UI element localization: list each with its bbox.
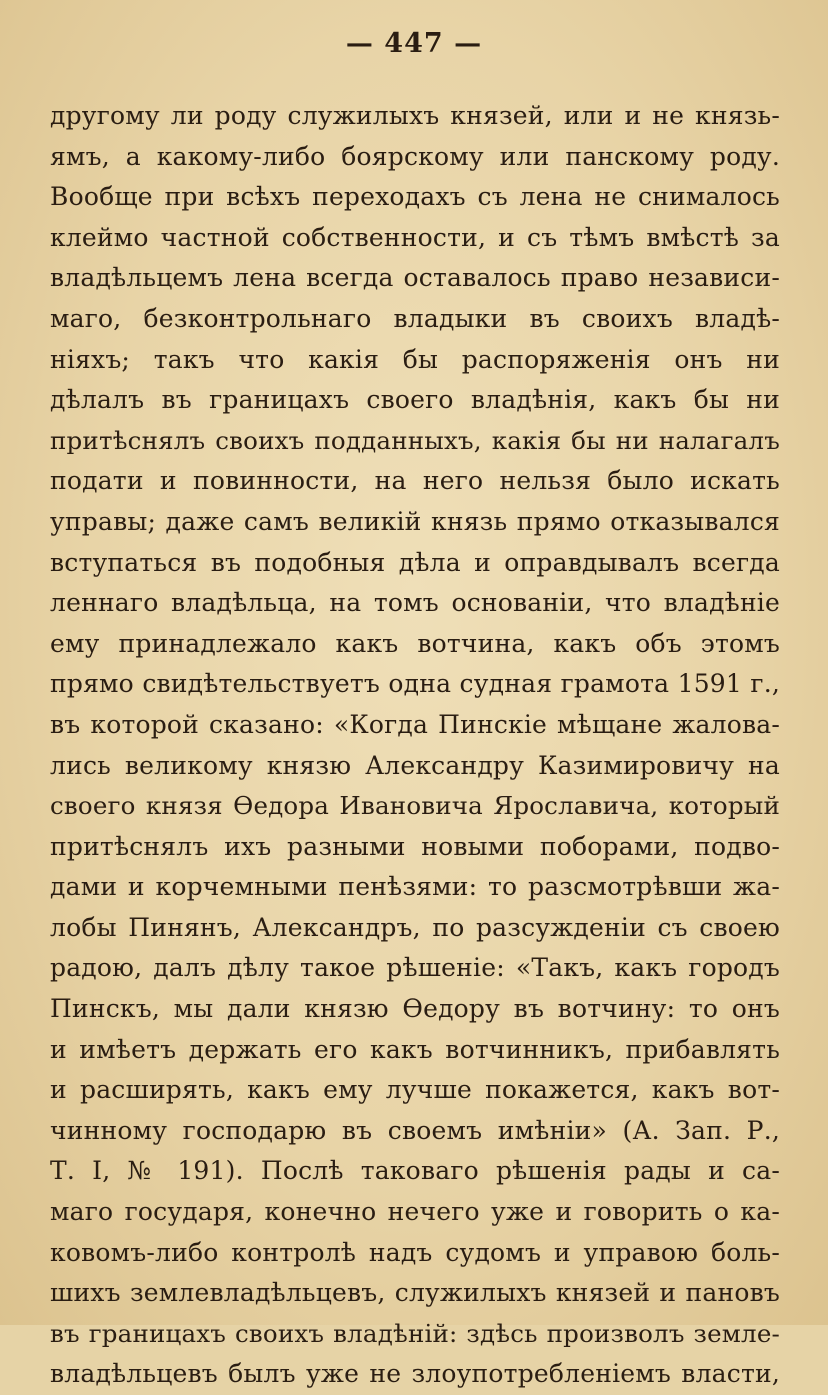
- text-line: въ границахъ своихъ владѣній: здѣсь произволъ земле-: [50, 1318, 780, 1348]
- text-line: радою, далъ дѣлу такое рѣшеніе: «Такъ, какъ городъ: [50, 953, 780, 983]
- text-line: владѣльцемъ лена всегда оставалось право независи-: [50, 263, 780, 293]
- text-line: и имѣетъ держать его какъ вотчинникъ, прибавлять: [50, 1034, 780, 1064]
- text-line: леннаго владѣльца, на томъ основаніи, что владѣніе: [50, 588, 780, 618]
- text-line: управы; даже самъ великій князь прямо отказывался: [50, 506, 780, 536]
- text-line: Т. I, № 191). Послѣ таковаго рѣшенія рады и са-: [50, 1156, 780, 1186]
- text-line: чинному господарю въ своемъ имѣніи» (А. Зап. Р.,: [50, 1115, 780, 1145]
- text-line: другому ли роду служилыхъ князей, или и не князь-: [50, 101, 780, 130]
- body-text: [50, 96, 780, 1395]
- text-line: ковомъ-либо контролѣ надъ судомъ и управою боль-: [50, 1237, 780, 1267]
- text-line: своего князя Ѳедора Ивановича Ярославича, который: [50, 791, 780, 821]
- text-line: Пинскъ, мы дали князю Ѳедору въ вотчину: то онъ: [50, 994, 780, 1024]
- text-line: дѣлалъ въ границахъ своего владѣнія, какъ бы ни: [50, 385, 780, 415]
- text-line: притѣснялъ ихъ разными новыми поборами, подво-: [50, 831, 780, 861]
- text-line: лись великому князю Александру Казимировичу на: [50, 750, 780, 780]
- text-line: подати и повинности, на него нельзя было искать: [50, 466, 780, 496]
- text-line: клеймо частной собственности, и съ тѣмъ вмѣстѣ за: [50, 222, 780, 252]
- text-line: маго государя, конечно нечего уже и говорить о ка-: [50, 1197, 780, 1227]
- text-line: прямо свидѣтельствуетъ одна судная грамота 1591 г.,: [50, 669, 780, 699]
- text-line: шихъ землевладѣльцевъ, служилыхъ князей и пановъ: [50, 1278, 780, 1308]
- text-line: ямъ, а какому-либо боярскому или панскому роду.: [50, 141, 780, 171]
- text-line: и расширять, какъ ему лучше покажется, какъ вот-: [50, 1075, 780, 1105]
- text-line: маго, безконтрольнаго владыки въ своихъ владѣ-: [50, 303, 780, 333]
- text-line: въ которой сказано: «Когда Пинскіе мѣщане жалова-: [50, 709, 780, 739]
- text-line: ніяхъ; такъ что какія бы распоряженія онъ ни: [50, 344, 780, 374]
- text-line: владѣльцевъ былъ уже не злоупотребленіемъ власти,: [50, 1359, 780, 1389]
- page-number: — 447 —: [345, 28, 483, 59]
- text-line: притѣснялъ своихъ подданныхъ, какія бы ни налагалъ: [50, 425, 780, 455]
- text-line: Вообще при всѣхъ переходахъ съ лена не снималось: [50, 182, 780, 212]
- text-line: лобы Пинянъ, Александръ, по разсужденіи съ своею: [50, 912, 780, 942]
- text-line: дами и корчемными пенѣзями: то разсмотрѣвши жа-: [50, 872, 780, 902]
- text-line: ему принадлежало какъ вотчина, какъ объ этомъ: [50, 628, 780, 658]
- text-line: вступаться въ подобныя дѣла и оправдывалъ всегда: [50, 547, 780, 577]
